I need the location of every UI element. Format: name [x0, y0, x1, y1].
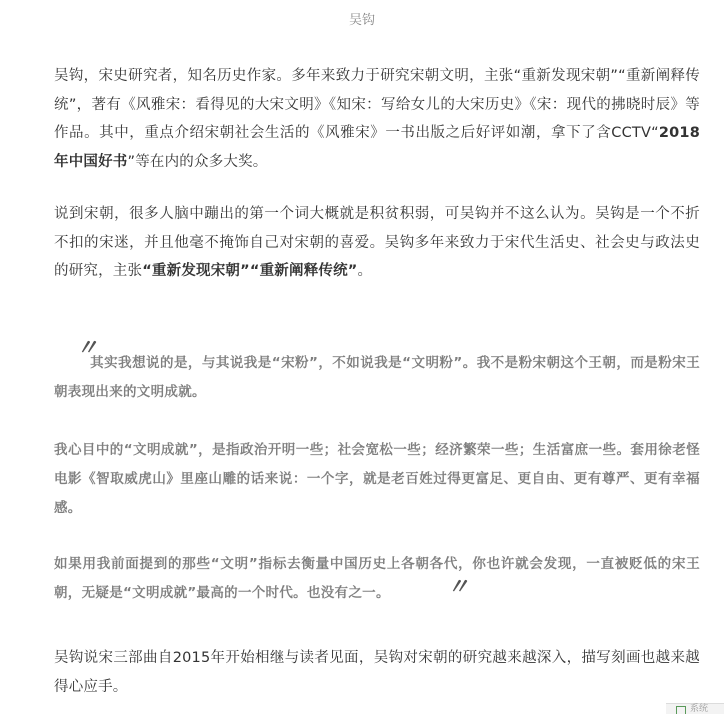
paragraph-song-fan	[54, 200, 700, 286]
window-icon	[676, 706, 686, 714]
paragraph-intro-text-b: ”等在内的众多大奖。	[127, 153, 268, 170]
paragraph-intro	[54, 62, 700, 176]
quote-paragraph-2: 我心目中的“文明成就”，是指政治开明一些；社会宽松一些；经济繁荣一些；生活富庶一些。套用徐老怪电影《智取威虎山》里座山雕的话来说：一个字，就是老百姓过得更富足、更自由、更有尊严、更有幸福感。	[54, 442, 700, 516]
page-title: 吴钩	[348, 13, 375, 28]
quote-paragraph-1-text: 其实我想说的是，与其说我是“宋粉”，不如说我是“文明粉”。我不是粉宋朝这个王朝，而是粉宋王朝表现出来的文明成就。	[54, 355, 700, 400]
corner-label: 系统	[690, 704, 709, 714]
slogan-highlight: “重新发现宋朝”“重新阐释传统”	[142, 263, 358, 279]
paragraph-intro-text-a: 吴钩，宋史研究者，知名历史作家。多年来致力于研究宋朝文明，主张“重新发现宋朝”“重新阐释传统”，著有《风雅宋：看得见的大宋文明》《知宋：写给女儿的大宋历史》《宋：现代的拂晓时辰》等作品。其中，重点介绍宋朝社会生活的《风雅宋》一书出版之后好评如潮，拿下了含CCTV“	[54, 68, 700, 141]
paragraph-trilogy: 吴钩说宋三部曲自2015年开始相继与读者见面，吴钩对宋朝的研究越来越深入，描写刻画也越来越得心应手。	[54, 650, 700, 695]
open-quote-icon: 〃	[76, 335, 99, 361]
quote-paragraph-3: 如果用我前面提到的那些“文明”指标去衡量中国历史上各朝各代，你也许就会发现，一直被贬低的宋王朝，无疑是“文明成就”最高的一个时代。也没有之一。	[54, 556, 700, 601]
close-quote-icon: 〃	[447, 574, 470, 600]
paragraph-song-fan-text-b: 。	[357, 263, 373, 279]
quote-paragraph-1	[54, 349, 700, 407]
system-corner-widget[interactable]	[666, 703, 724, 714]
paragraph-song-fan-text-a: 说到宋朝，很多人脑中蹦出的第一个词大概就是积贫积弱，可吴钩并不这么认为。吴钩是一个不折不扣的宋迷，并且他毫不掩饰自己对宋朝的喜爱。吴钩多年来致力于宋代生活史、社会史与政法史的研究，主张	[54, 206, 700, 279]
award-highlight: 2018年中国好书	[54, 125, 700, 170]
